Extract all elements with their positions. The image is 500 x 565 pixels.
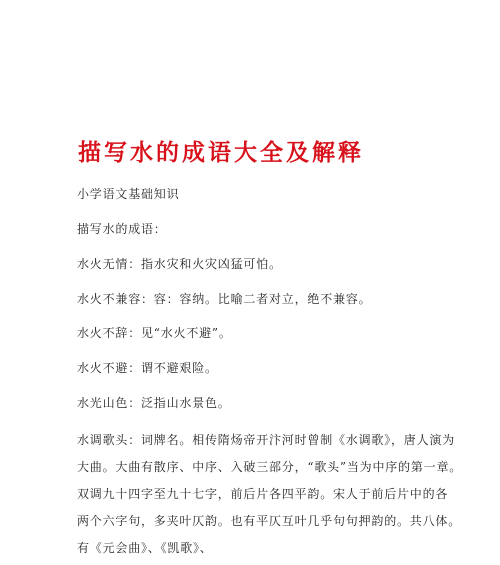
paragraph-line: 大曲。大曲有散序、中序、入破三部分，“歌头”当为中序的第一章。	[77, 460, 463, 474]
idiom-entry: 水火不辞：见“水火不避”。	[77, 326, 232, 340]
paragraph-line: 双调九十四字至九十七字，前后片各四平韵。宋人于前后片中的各	[77, 487, 449, 501]
idiom-entry: 水光山色：泛指山水景色。	[77, 396, 231, 410]
idiom-entry: 水火不兼容：容：容纳。比喻二者对立，绝不兼容。	[77, 292, 372, 306]
idiom-entry: 水火无情：指水灾和火灾凶猛可怕。	[77, 257, 282, 271]
paragraph-line: 有《元会曲》、《凯歌》、	[77, 541, 213, 555]
section-intro: 描写水的成语：	[77, 222, 167, 236]
paragraph-line: 两个六字句，多夹叶仄韵。也有平仄互叶几乎句句押韵的。共八体。	[77, 514, 462, 528]
idiom-entry: 水火不避：谓不避艰险。	[77, 361, 218, 375]
document-subtitle: 小学语文基础知识	[77, 187, 180, 201]
document-title: 描写水的成语大全及解释	[78, 139, 364, 166]
idiom-paragraph-shuidiaogetou	[77, 427, 463, 562]
paragraph-line: 水调歌头：词牌名。相传隋炀帝开汴河时曾制《水调歌》，唐人演为	[77, 433, 456, 447]
